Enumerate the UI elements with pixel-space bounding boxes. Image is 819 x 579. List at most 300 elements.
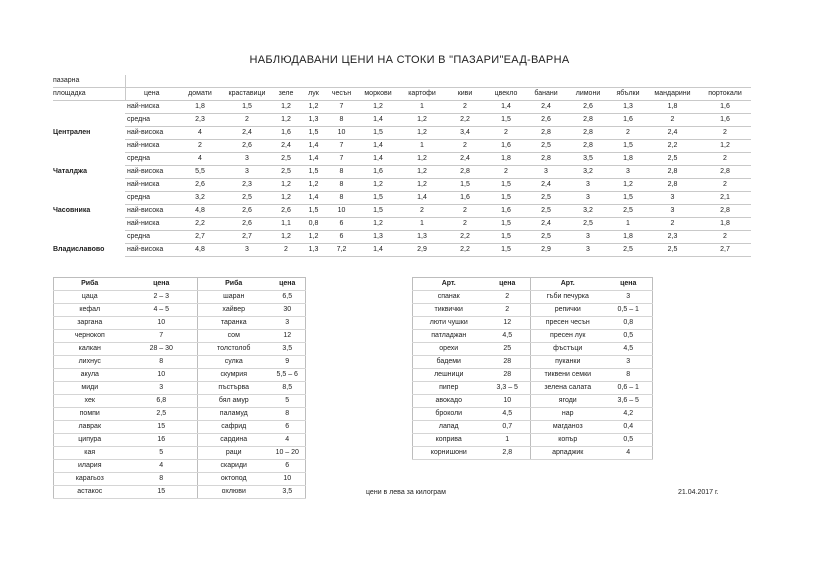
price-cell: 1,5: [444, 179, 486, 192]
price-cell: 1,2: [272, 179, 300, 192]
table-row: [413, 382, 653, 395]
price-type: най-ниска: [125, 140, 178, 153]
price-cell: 0,8: [300, 218, 327, 231]
table-row: [54, 421, 306, 434]
header-row: [413, 278, 653, 291]
table-cell: пипер: [413, 382, 485, 395]
price-cell: 1,2: [400, 114, 444, 127]
price-cell: 2: [699, 231, 751, 244]
table-cell: спанак: [413, 291, 485, 304]
table-cell: 0,8: [605, 317, 653, 330]
price-cell: 2,5: [526, 140, 566, 153]
table-cell: 0,7: [485, 421, 531, 434]
price-type: средна: [125, 114, 178, 127]
table-row: [54, 343, 306, 356]
price-cell: 1,5: [300, 166, 327, 179]
price-cell: 2,6: [566, 101, 610, 114]
table-cell: хайвер: [198, 304, 270, 317]
table-cell: 7: [126, 330, 198, 343]
header-row-top: [53, 75, 751, 88]
price-cell: 2,6: [178, 179, 222, 192]
price-cell: 1: [400, 218, 444, 231]
price-cell: 2,7: [178, 231, 222, 244]
price-cell: 3: [222, 244, 272, 257]
price-cell: 2: [699, 127, 751, 140]
header-row: [54, 278, 306, 291]
table-cell: цаца: [54, 291, 126, 304]
table-row: [53, 218, 751, 231]
price-cell: 1,4: [486, 101, 526, 114]
table-cell: 4,5: [605, 343, 653, 356]
column-header: цена: [126, 278, 198, 291]
price-cell: 2,4: [526, 101, 566, 114]
price-cell: 2,4: [526, 179, 566, 192]
header-label: пазарна: [53, 75, 125, 88]
price-cell: 1,2: [356, 101, 400, 114]
table-row: [413, 434, 653, 447]
goods-table: [412, 277, 653, 460]
column-header: зеле: [272, 88, 300, 101]
price-cell: 3,2: [566, 166, 610, 179]
table-cell: 28: [485, 369, 531, 382]
price-cell: 3: [222, 153, 272, 166]
unit-note: цени в лева за килограм: [366, 489, 446, 496]
market-name: [53, 114, 125, 127]
price-cell: 7: [327, 101, 356, 114]
market-name: Владиславово: [53, 246, 105, 253]
table-row: [54, 317, 306, 330]
table-row: [54, 447, 306, 460]
price-cell: 1,2: [272, 114, 300, 127]
table-cell: репички: [531, 304, 605, 317]
price-cell: 2,8: [566, 114, 610, 127]
price-cell: 2,7: [222, 231, 272, 244]
price-cell: 2: [486, 166, 526, 179]
price-cell: 5,5: [178, 166, 222, 179]
price-cell: 2,6: [526, 114, 566, 127]
table-row: [54, 395, 306, 408]
column-header: Арт.: [531, 278, 605, 291]
header-label: площадка: [53, 88, 125, 101]
price-cell: 2,2: [444, 244, 486, 257]
table-cell: шаран: [198, 291, 270, 304]
price-cell: 1,3: [300, 114, 327, 127]
table-cell: 3: [605, 356, 653, 369]
price-cell: 2: [444, 101, 486, 114]
price-cell: 1,3: [610, 101, 646, 114]
price-cell: 1,5: [610, 192, 646, 205]
table-cell: 10: [485, 395, 531, 408]
table-row: [54, 291, 306, 304]
price-cell: 2,5: [272, 153, 300, 166]
table-cell: лихнус: [54, 356, 126, 369]
column-header: цена: [605, 278, 653, 291]
table-cell: 4 – 5: [126, 304, 198, 317]
table-cell: 2: [485, 291, 531, 304]
price-cell: 2,5: [222, 192, 272, 205]
table-row: [53, 114, 751, 127]
price-cell: 3: [222, 166, 272, 179]
price-cell: 1,8: [486, 153, 526, 166]
price-cell: 2: [444, 205, 486, 218]
table-row: [54, 473, 306, 486]
table-cell: нар: [531, 408, 605, 421]
table-row: [413, 317, 653, 330]
column-header: Риба: [54, 278, 126, 291]
price-cell: 1,5: [486, 179, 526, 192]
price-cell: 1,8: [699, 218, 751, 231]
table-cell: сардина: [198, 434, 270, 447]
table-cell: кая: [54, 447, 126, 460]
column-header: цена: [485, 278, 531, 291]
price-type: средна: [125, 192, 178, 205]
table-row: [53, 192, 751, 205]
price-cell: 1,5: [356, 205, 400, 218]
price-type: най-висока: [125, 244, 178, 257]
table-cell: люти чушки: [413, 317, 485, 330]
price-cell: 4,8: [178, 244, 222, 257]
price-cell: 1,6: [272, 127, 300, 140]
price-cell: 1,4: [400, 192, 444, 205]
price-cell: 2,3: [646, 231, 699, 244]
table-cell: бадеми: [413, 356, 485, 369]
table-cell: 3,6 – 5: [605, 395, 653, 408]
table-cell: 4: [270, 434, 306, 447]
table-cell: 2 – 3: [126, 291, 198, 304]
price-cell: 7: [327, 153, 356, 166]
price-cell: 2,5: [610, 205, 646, 218]
table-cell: 10: [270, 473, 306, 486]
table-cell: сом: [198, 330, 270, 343]
price-cell: 1,8: [646, 101, 699, 114]
table-cell: 6,5: [270, 291, 306, 304]
table-row: [413, 421, 653, 434]
table-row: [54, 356, 306, 369]
price-cell: 6: [327, 231, 356, 244]
price-cell: 2: [444, 218, 486, 231]
column-header: портокали: [699, 88, 751, 101]
table-cell: 0,6 – 1: [605, 382, 653, 395]
table-cell: 12: [485, 317, 531, 330]
price-cell: 2,5: [610, 244, 646, 257]
table-cell: помпи: [54, 408, 126, 421]
price-cell: 2,5: [526, 231, 566, 244]
price-cell: 1,2: [356, 179, 400, 192]
table-cell: кефал: [54, 304, 126, 317]
price-cell: 2,9: [526, 244, 566, 257]
price-type: най-ниска: [125, 179, 178, 192]
table-cell: 8: [126, 473, 198, 486]
price-type: най-ниска: [125, 101, 178, 114]
table-cell: патладжан: [413, 330, 485, 343]
price-cell: 1,2: [610, 179, 646, 192]
table-cell: скариди: [198, 460, 270, 473]
price-cell: 1,2: [272, 101, 300, 114]
price-type: средна: [125, 153, 178, 166]
price-cell: 2: [222, 114, 272, 127]
price-cell: 2,8: [699, 166, 751, 179]
table-row: [413, 343, 653, 356]
table-cell: зелена салата: [531, 382, 605, 395]
table-cell: копър: [531, 434, 605, 447]
price-cell: 1,5: [486, 192, 526, 205]
column-header: моркови: [356, 88, 400, 101]
market-name: [53, 218, 125, 231]
table-cell: 1: [485, 434, 531, 447]
table-cell: 6: [270, 460, 306, 473]
table-cell: 3,3 – 5: [485, 382, 531, 395]
price-cell: 1,6: [486, 140, 526, 153]
market-name: Чаталджа: [53, 168, 87, 175]
table-cell: раци: [198, 447, 270, 460]
table-cell: пуканки: [531, 356, 605, 369]
price-cell: 2,8: [526, 153, 566, 166]
table-cell: паламуд: [198, 408, 270, 421]
table-row: [54, 486, 306, 499]
table-row: [413, 304, 653, 317]
price-cell: 2,5: [566, 218, 610, 231]
price-cell: 1,5: [222, 101, 272, 114]
table-row: [413, 447, 653, 460]
table-cell: лаврак: [54, 421, 126, 434]
table-cell: 10: [126, 369, 198, 382]
price-cell: 1,4: [356, 153, 400, 166]
table-row: [53, 244, 751, 257]
price-cell: 2,5: [526, 192, 566, 205]
price-cell: 2,8: [444, 166, 486, 179]
price-cell: 1,4: [300, 192, 327, 205]
price-cell: 1,2: [300, 179, 327, 192]
table-cell: 5: [126, 447, 198, 460]
price-cell: 2,5: [272, 166, 300, 179]
table-row: [54, 408, 306, 421]
table-cell: 6: [270, 421, 306, 434]
column-header: Риба: [198, 278, 270, 291]
table-cell: скумрия: [198, 369, 270, 382]
price-cell: 3,5: [566, 153, 610, 166]
price-cell: 2: [699, 179, 751, 192]
table-cell: ципура: [54, 434, 126, 447]
price-cell: 7: [327, 140, 356, 153]
price-cell: 1: [400, 140, 444, 153]
table-cell: гъби печурка: [531, 291, 605, 304]
price-cell: 1,4: [300, 140, 327, 153]
column-header: киви: [444, 88, 486, 101]
table-cell: 5,5 – 6: [270, 369, 306, 382]
price-cell: 3: [646, 205, 699, 218]
price-cell: 2,1: [699, 192, 751, 205]
table-cell: 30: [270, 304, 306, 317]
price-cell: 1,2: [272, 231, 300, 244]
price-cell: 1,2: [300, 101, 327, 114]
price-cell: 2: [699, 153, 751, 166]
price-cell: 8: [327, 166, 356, 179]
table-row: [413, 408, 653, 421]
price-cell: 2,6: [222, 218, 272, 231]
table-row: [53, 127, 751, 140]
table-cell: 15: [126, 421, 198, 434]
table-cell: ягоди: [531, 395, 605, 408]
price-cell: 10: [327, 127, 356, 140]
table-cell: 4,5: [485, 408, 531, 421]
price-cell: 2,5: [526, 205, 566, 218]
table-cell: пресен чесън: [531, 317, 605, 330]
column-header: чесън: [327, 88, 356, 101]
price-cell: 1,5: [486, 218, 526, 231]
table-cell: орехи: [413, 343, 485, 356]
price-cell: 2: [178, 140, 222, 153]
price-cell: 1,5: [300, 205, 327, 218]
price-cell: 2,6: [272, 205, 300, 218]
price-cell: 1: [400, 101, 444, 114]
table-cell: хек: [54, 395, 126, 408]
table-cell: толстолоб: [198, 343, 270, 356]
price-cell: 1,8: [610, 153, 646, 166]
column-header: цена: [270, 278, 306, 291]
price-cell: 1,2: [699, 140, 751, 153]
price-cell: 2,2: [646, 140, 699, 153]
table-cell: 9: [270, 356, 306, 369]
table-cell: пресен лук: [531, 330, 605, 343]
table-cell: корнишони: [413, 447, 485, 460]
column-header: краставици: [222, 88, 272, 101]
price-cell: 1,5: [486, 114, 526, 127]
price-cell: 2: [444, 140, 486, 153]
column-header: домати: [178, 88, 222, 101]
table-cell: 0,5: [605, 434, 653, 447]
price-cell: 2: [646, 218, 699, 231]
table-row: [54, 369, 306, 382]
table-cell: илария: [54, 460, 126, 473]
column-header: цвекло: [486, 88, 526, 101]
column-header: Арт.: [413, 278, 485, 291]
price-cell: 2,8: [699, 205, 751, 218]
table-cell: пъстърва: [198, 382, 270, 395]
price-cell: 1,4: [356, 244, 400, 257]
price-cell: 2,3: [222, 179, 272, 192]
table-cell: броколи: [413, 408, 485, 421]
price-cell: 2,4: [272, 140, 300, 153]
price-cell: 2,5: [646, 244, 699, 257]
header-row: [53, 88, 751, 101]
price-cell: 3: [646, 192, 699, 205]
table-cell: 8,5: [270, 382, 306, 395]
table-cell: чернокоп: [54, 330, 126, 343]
price-cell: 2,4: [526, 218, 566, 231]
table-cell: карагьоз: [54, 473, 126, 486]
price-cell: 3,2: [178, 192, 222, 205]
table-cell: 28 – 30: [126, 343, 198, 356]
price-cell: 2,7: [699, 244, 751, 257]
table-cell: бял амур: [198, 395, 270, 408]
price-cell: 2,6: [222, 140, 272, 153]
price-cell: 1,6: [610, 114, 646, 127]
table-cell: 15: [126, 486, 198, 499]
table-cell: 3: [605, 291, 653, 304]
table-cell: магданоз: [531, 421, 605, 434]
table-cell: 0,4: [605, 421, 653, 434]
table-cell: 8: [270, 408, 306, 421]
table-row: [54, 434, 306, 447]
price-cell: 1,4: [300, 153, 327, 166]
market-name: [53, 101, 125, 114]
price-cell: 2: [646, 114, 699, 127]
price-type: най-ниска: [125, 218, 178, 231]
price-cell: 2,4: [646, 127, 699, 140]
market-name: Централен: [53, 129, 91, 136]
price-cell: 3: [566, 192, 610, 205]
table-cell: 0,5 – 1: [605, 304, 653, 317]
table-cell: тиквички: [413, 304, 485, 317]
column-header: банани: [526, 88, 566, 101]
price-cell: 1,8: [610, 231, 646, 244]
price-cell: 1,6: [486, 205, 526, 218]
table-cell: таранка: [198, 317, 270, 330]
table-cell: калкан: [54, 343, 126, 356]
price-cell: 1,5: [300, 127, 327, 140]
price-table: [53, 75, 751, 257]
table-cell: 10: [126, 317, 198, 330]
price-cell: 2,4: [444, 153, 486, 166]
table-row: [413, 291, 653, 304]
price-cell: 2,8: [566, 140, 610, 153]
table-row: [53, 166, 751, 179]
price-cell: 1: [610, 218, 646, 231]
price-cell: 1,5: [486, 231, 526, 244]
table-cell: 3,5: [270, 343, 306, 356]
price-cell: 3,4: [444, 127, 486, 140]
table-cell: авокадо: [413, 395, 485, 408]
price-cell: 3: [566, 179, 610, 192]
table-cell: 3: [270, 317, 306, 330]
price-cell: 2,5: [646, 153, 699, 166]
table-cell: заргана: [54, 317, 126, 330]
price-cell: 2: [486, 127, 526, 140]
table-cell: 28: [485, 356, 531, 369]
price-cell: 1,6: [699, 101, 751, 114]
table-cell: 3,5: [270, 486, 306, 499]
table-cell: коприва: [413, 434, 485, 447]
price-cell: 4: [178, 153, 222, 166]
table-cell: 4: [126, 460, 198, 473]
table-cell: астакос: [54, 486, 126, 499]
price-cell: 1,3: [300, 244, 327, 257]
table-cell: 0,5: [605, 330, 653, 343]
price-type: най-висока: [125, 205, 178, 218]
price-cell: 1,8: [178, 101, 222, 114]
price-cell: 7,2: [327, 244, 356, 257]
price-cell: 2,8: [646, 166, 699, 179]
table-cell: октопод: [198, 473, 270, 486]
price-cell: 2,8: [566, 127, 610, 140]
price-cell: 4: [178, 127, 222, 140]
price-cell: 2: [610, 127, 646, 140]
price-cell: 3,2: [566, 205, 610, 218]
table-row: [53, 101, 751, 114]
price-cell: 2,2: [444, 231, 486, 244]
price-cell: 3: [566, 231, 610, 244]
table-cell: акула: [54, 369, 126, 382]
header-price: цена: [125, 88, 178, 101]
table-row: [413, 356, 653, 369]
table-cell: 8: [605, 369, 653, 382]
price-cell: 1,3: [356, 231, 400, 244]
price-cell: 2,4: [222, 127, 272, 140]
market-name: Часовника: [53, 207, 91, 214]
price-cell: 8: [327, 192, 356, 205]
price-cell: 1,6: [444, 192, 486, 205]
table-cell: охлюви: [198, 486, 270, 499]
